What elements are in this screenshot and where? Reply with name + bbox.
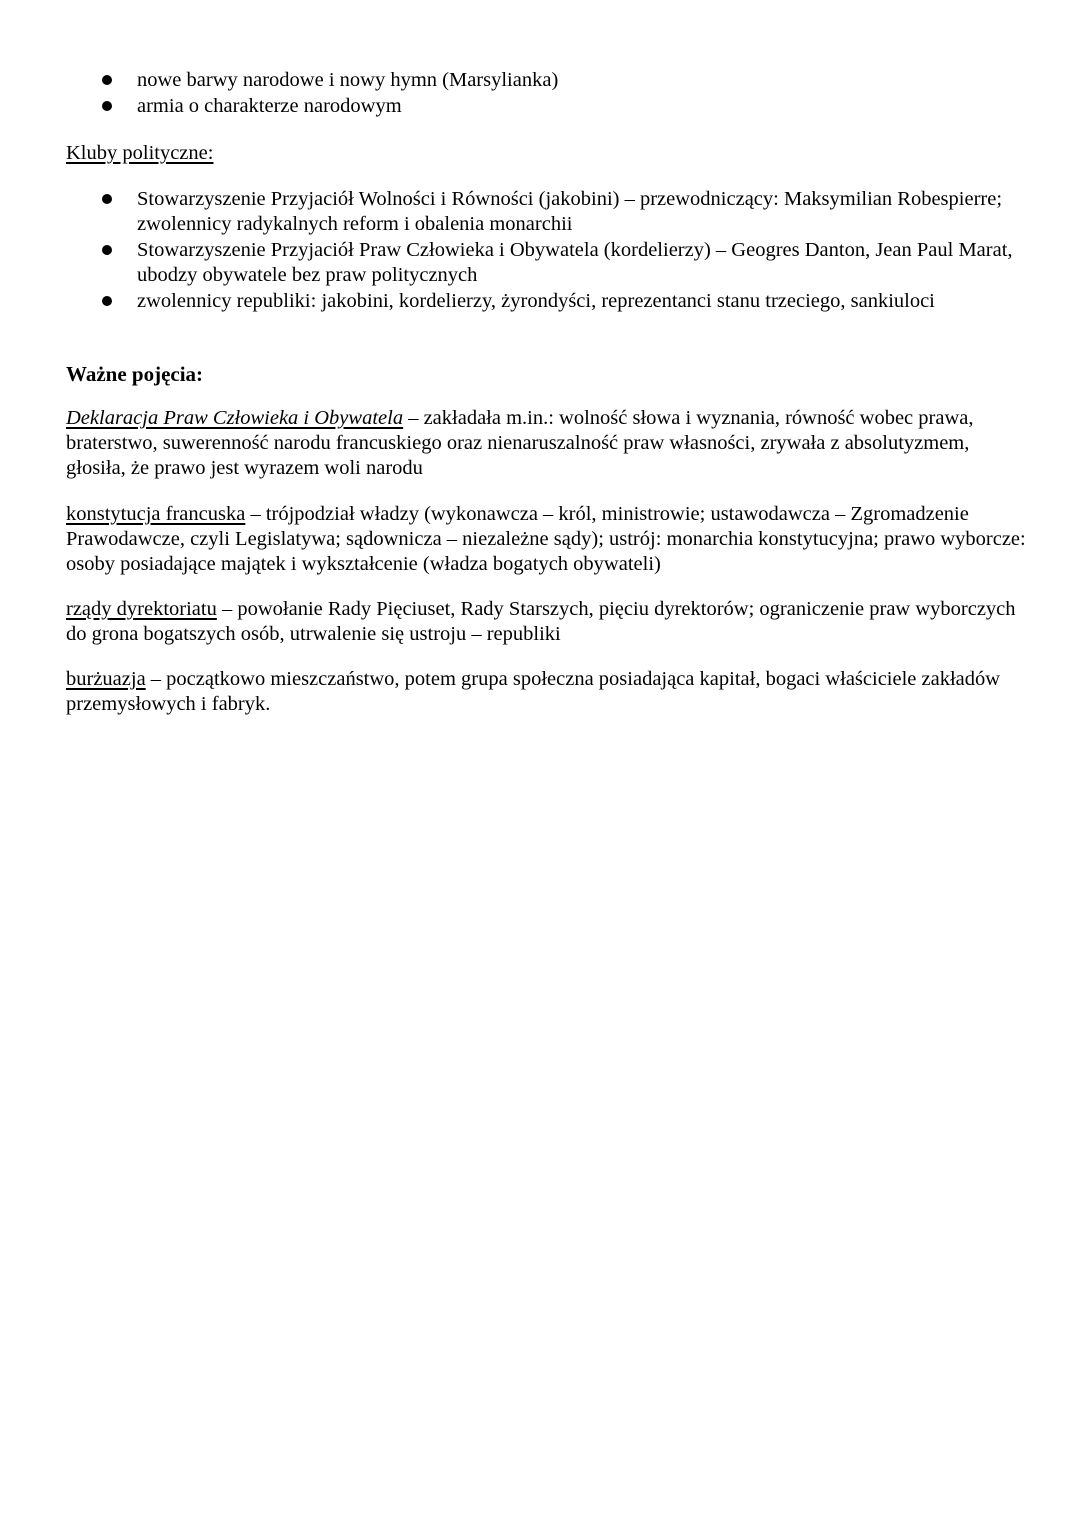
intro-bullet-list (0, 68, 1080, 120)
term-name: konstytucja francuska (66, 503, 246, 525)
term-definition: – zakładała m.in.: wolność słowa i wyznania, równość wobec prawa, braterstwo, suwerenność narodu francuskiego oraz nienaruszalność praw własności, zrywała z absolutyzmem, głosiła, że prawo jest wyrazem woli narodu (66, 407, 974, 479)
bullet-icon (102, 245, 112, 255)
term-name: burżuazja (66, 668, 146, 690)
clubs-bullet-list (0, 187, 1080, 315)
bullet-icon (102, 75, 112, 85)
list-item-text: nowe barwy narodowe i nowy hymn (Marsylianka) (137, 69, 559, 91)
list-item-text: armia o charakterze narodowym (137, 95, 402, 117)
term-paragraph (66, 597, 1026, 647)
list-item-text: Stowarzyszenie Przyjaciół Praw Człowieka i Obywatela (kordelierzy) – Geogres Danton, Jean Paul Marat, ubodzy obywatele bez praw politycznych (137, 239, 1013, 286)
term-definition: – początkowo mieszczaństwo, potem grupa społeczna posiadająca kapitał, bogaci właściciele zakładów przemysłowych i fabryk. (66, 668, 1001, 715)
list-item (0, 289, 1080, 314)
terms-heading: Ważne pojęcia: (66, 362, 204, 386)
bullet-icon (102, 194, 112, 204)
list-item-text: zwolennicy republiki: jakobini, kordelierzy, żyrondyści, reprezentanci stanu trzeciego, sankiuloci (137, 290, 935, 312)
list-item (0, 238, 1080, 288)
list-item (0, 68, 1080, 93)
term-definition: – trójpodział władzy (wykonawcza – król, ministrowie; ustawodawcza – Zgromadzenie Prawodawcze, czyli Legislatywa; sądownicza – niezależne sądy); ustrój: monarchia konstytucyjna; prawo wyborcze: osoby posiadające majątek i wykształcenie (władza bogatych obywateli) (66, 503, 1026, 575)
list-item-text: Stowarzyszenie Przyjaciół Wolności i Równości (jakobini) – przewodniczący: Maksymilian Robespierre; zwolennicy radykalnych reform i obalenia monarchii (137, 188, 1003, 235)
term-definition: – powołanie Rady Pięciuset, Rady Starszych, pięciu dyrektorów; ograniczenie praw wyborczych do grona bogatszych osób, utrwalenie się ustroju – republiki (66, 598, 1016, 645)
list-item (0, 94, 1080, 119)
bullet-icon (102, 296, 112, 306)
term-paragraph (66, 667, 1026, 717)
bullet-icon (102, 101, 112, 111)
term-paragraph (66, 406, 1026, 481)
term-name: Deklaracja Praw Człowieka i Obywatela (66, 407, 404, 429)
term-paragraph (66, 502, 1026, 577)
list-item (0, 187, 1080, 237)
term-name: rządy dyrektoriatu (66, 598, 217, 620)
clubs-heading: Kluby polityczne: (66, 142, 214, 164)
